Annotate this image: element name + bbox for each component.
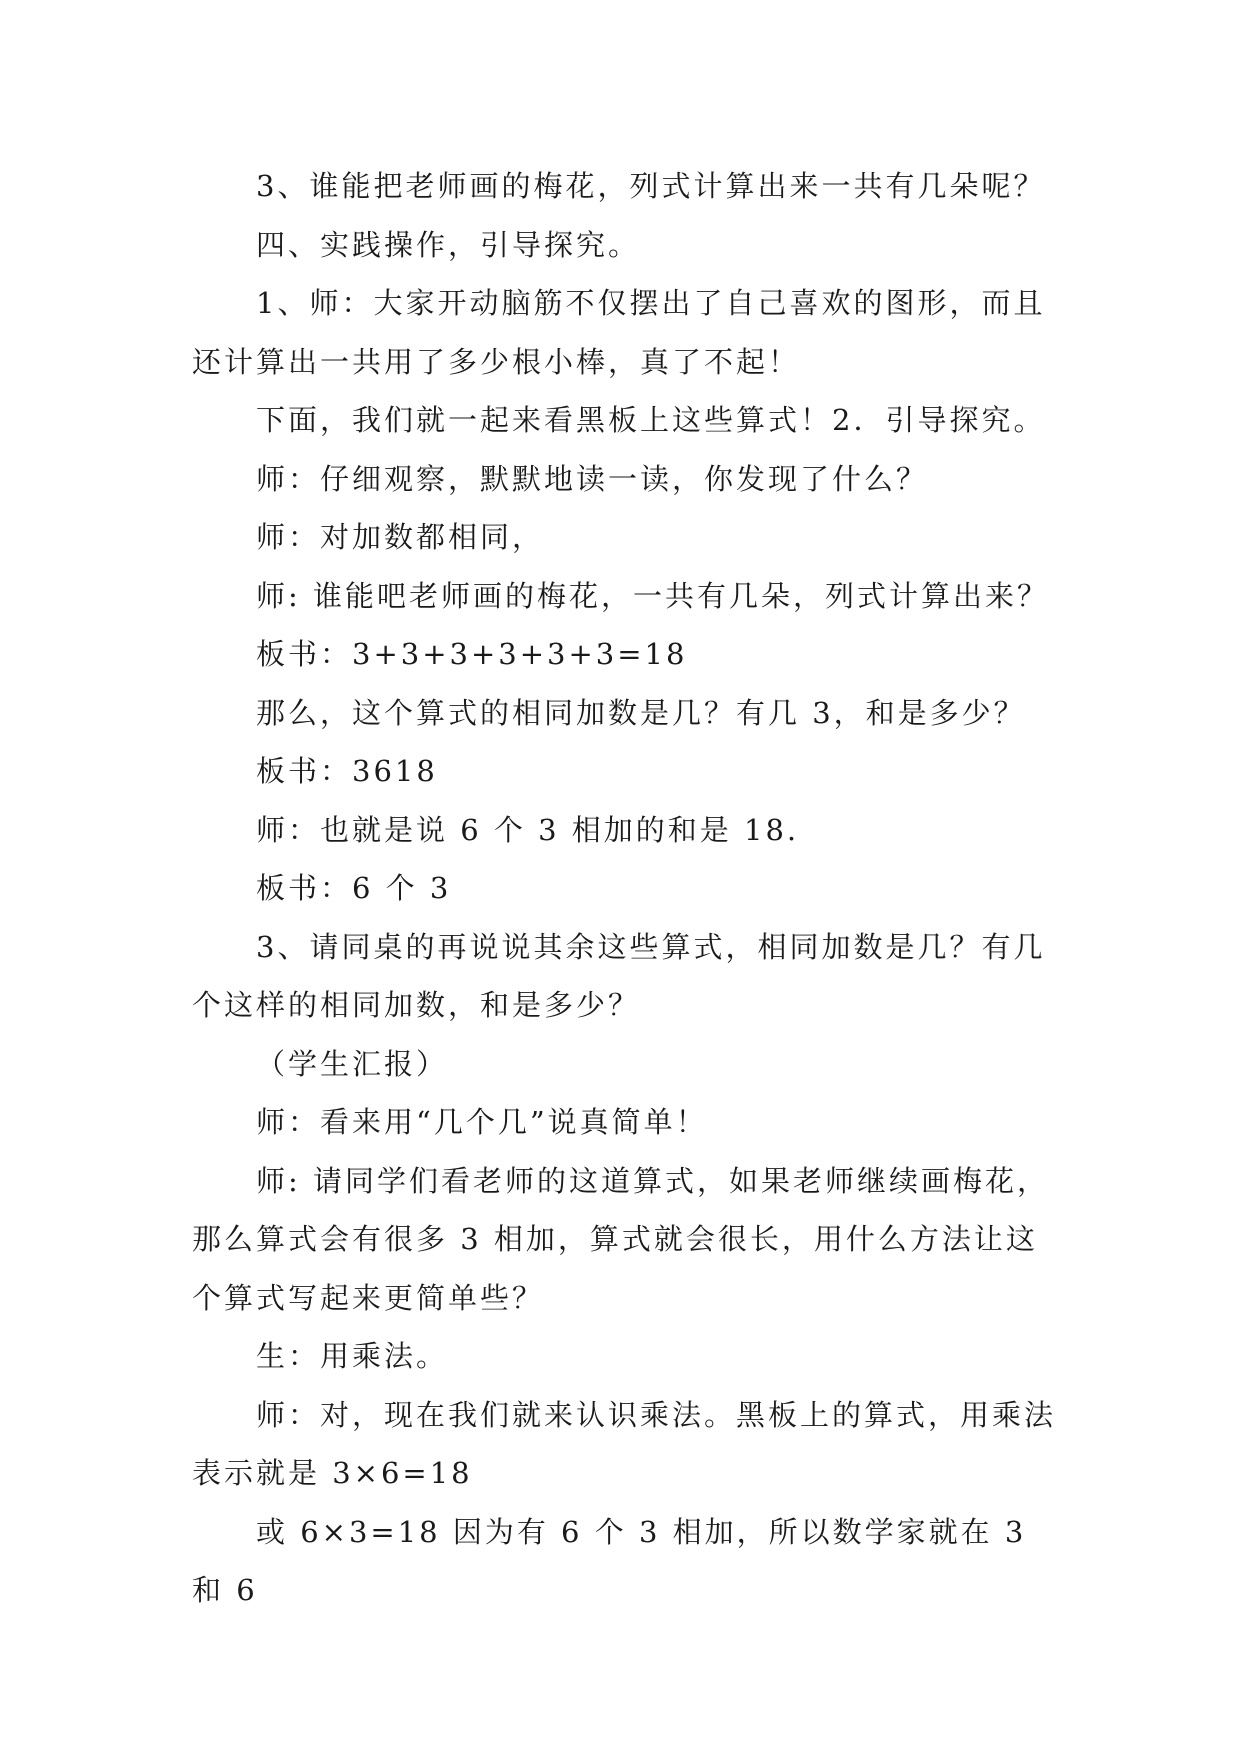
paragraph: 师：看来用“几个几”说真简单！ bbox=[256, 1105, 708, 1139]
paragraph: 师: 谁能吧老师画的梅花，一共有几朵，列式计算出来？ bbox=[256, 578, 1049, 613]
paragraph: （学生汇报） bbox=[256, 1046, 449, 1081]
paragraph: 或 6×3=18 因为有 6 个 3 相加，所以数学家就在 3 和 6 bbox=[192, 1514, 1027, 1607]
board-note: 板书：6 个 3 bbox=[256, 871, 452, 905]
paragraph: 师：也就是说 6 个 3 相加的和是 18. bbox=[256, 812, 800, 847]
paragraph: 3、请同桌的再说说其余这些算式，相同加数是几？有几个这样的相同加数，和是多少？ bbox=[192, 929, 1046, 1022]
paragraph: 生：用乘法。 bbox=[256, 1339, 449, 1373]
board-note: 板书：3618 bbox=[256, 754, 438, 788]
paragraph: 师：仔细观察，默默地读一读，你发现了什么？ bbox=[256, 461, 929, 496]
document-body bbox=[192, 157, 1062, 1620]
paragraph: 3、谁能把老师画的梅花，列式计算出来一共有几朵呢？ bbox=[256, 169, 1046, 203]
paragraph: 师：对，现在我们就来认识乘法。黑板上的算式，用乘法表示就是 3×6=18 bbox=[192, 1397, 1057, 1490]
paragraph: 师: 请同学们看老师的这道算式，如果老师继续画梅花，那么算式会有很多 3 相加，算式就会很长，用什么方法让这个算式写起来更简单些？ bbox=[192, 1163, 1049, 1315]
paragraph: 师：对加数都相同， bbox=[256, 520, 545, 554]
paragraph: 下面，我们就一起来看黑板上这些算式！2．引导探究。 bbox=[256, 403, 1046, 437]
paragraph: 1、师：大家开动脑筋不仅摆出了自己喜欢的图形，而且还计算出一共用了多少根小棒，真了不起！ bbox=[192, 286, 1046, 379]
paragraph: 那么，这个算式的相同加数是几？有几 3，和是多少？ bbox=[256, 695, 1026, 730]
board-note: 板书：3+3+3+3+3+3=18 bbox=[256, 637, 688, 671]
section-heading: 四、实践操作，引导探究。 bbox=[256, 227, 641, 262]
